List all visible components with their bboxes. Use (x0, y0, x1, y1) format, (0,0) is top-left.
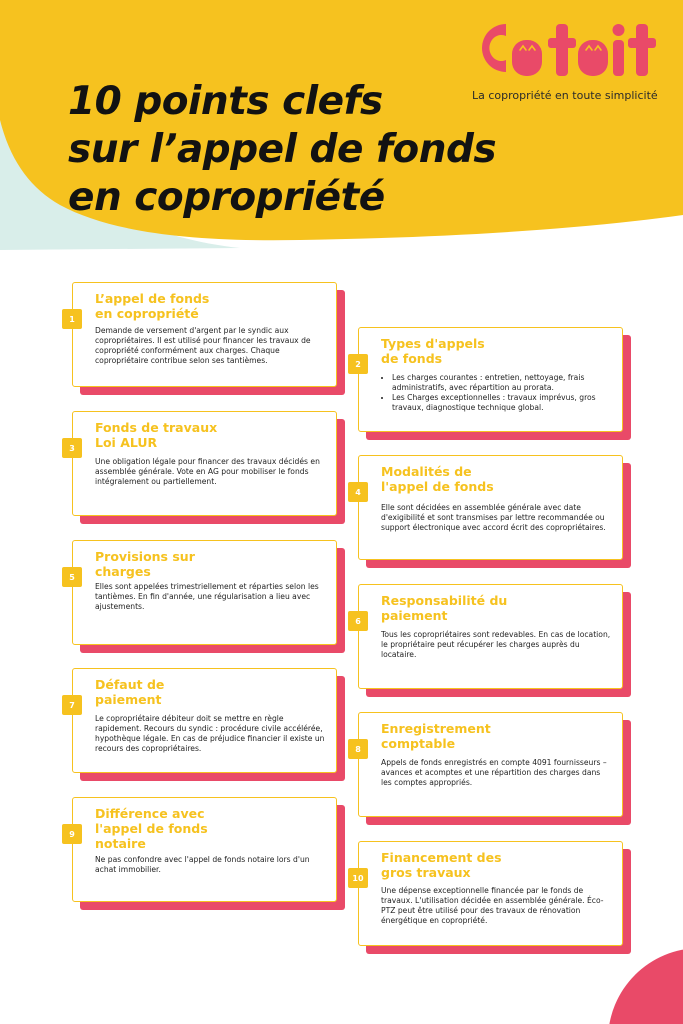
card-5 (69, 540, 337, 645)
card-title: Responsabilité du paiement (381, 593, 508, 623)
cotoit-logo (470, 10, 670, 86)
list-item: • Les charges courantes : entretien, nettoyage, frais administratifs, avec répartition au prorata. (392, 373, 611, 393)
card-title: Types d'appels de fonds (381, 336, 485, 366)
card-8 (355, 712, 623, 817)
card-title: Modalités de l'appel de fonds (381, 464, 494, 494)
card-9 (69, 797, 337, 902)
card-10 (352, 841, 623, 946)
brand-tagline: La copropriété en toute simplicité (472, 89, 658, 102)
title-line-1: 10 points clefs (68, 79, 383, 124)
card-title: Différence avec l'appel de fonds notaire (95, 806, 208, 851)
title-line-2: sur l’appel de fonds (68, 127, 497, 172)
card-bullet-list (381, 373, 611, 413)
card-number-badge: 8 (348, 739, 368, 759)
list-item: • Les Charges exceptionnelles : travaux imprévus, gros travaux, diagnostique technique global. (392, 393, 611, 413)
card-number-badge: 4 (348, 482, 368, 502)
card-text: Tous les copropriétaires sont redevables. En cas de location, le propriétaire peut récupérer les charges auprès du locataire. (381, 630, 611, 659)
card-number-badge: 10 (348, 868, 368, 888)
card-title: Provisions sur charges (95, 549, 195, 579)
card-text: Demande de versement d'argent par le syndic aux copropriétaires. Il est utilisé pour financer les travaux de copropriété conformément aux charges. Chaque copropriétaire contribue selon ses tantièmes. (95, 326, 311, 365)
card-3 (69, 411, 337, 516)
card-number-badge: 7 (62, 695, 82, 715)
page-title (68, 78, 496, 222)
card-6 (355, 584, 623, 689)
card-title: Fonds de travaux Loi ALUR (95, 420, 218, 450)
card-7 (69, 668, 337, 773)
card-title: Enregistrement comptable (381, 721, 491, 751)
card-number-badge: 5 (62, 567, 82, 587)
card-number-badge: 2 (348, 354, 368, 374)
card-number-badge: 6 (348, 611, 368, 631)
card-text: Le copropriétaire débiteur doit se mettre en règle rapidement. Recours du syndic : procédure civile accélérée, hypothèque légale. En cas de préjudice financier il existe un recours des copropriétaires. (95, 714, 325, 753)
card-number-badge: 3 (62, 438, 82, 458)
card-text: Appels de fonds enregistrés en compte 4091 fournisseurs – avances et acomptes et une répartition des charges dans les comptes appropriés. (381, 758, 607, 787)
card-text: Elle sont décidées en assemblée générale avec date d'exigibilité et sont transmises par lettre recommandée ou support électronique avec accord écrit des copropriétaires. (381, 503, 606, 532)
card-2 (355, 327, 623, 432)
card-text: Une dépense exceptionnelle financée par le fonds de travaux. L'utilisation décidée en assemblée générale. Éco-PTZ peut être utilisé pour des travaux de rénovation énergétique en copropriété. (381, 886, 604, 925)
card-text: Une obligation légale pour financer des travaux décidés en assemblée générale. Vote en AG pour mobiliser le fonds intégralement ou partiellement. (95, 457, 320, 486)
title-line-3: en copropriété (68, 175, 385, 220)
card-number-badge: 9 (62, 824, 82, 844)
card-title: Défaut de paiement (95, 677, 165, 707)
card-1 (69, 282, 337, 387)
card-title: Financement des gros travaux (381, 850, 502, 880)
card-4 (355, 455, 623, 560)
card-title: L’appel de fonds en copropriété (95, 291, 210, 321)
card-text: Ne pas confondre avec l'appel de fonds notaire lors d'un achat immobilier. (95, 855, 310, 874)
card-number-badge: 1 (62, 309, 82, 329)
card-text: Elles sont appelées trimestriellement et réparties selon les tantièmes. En fin d'année, une régularisation a lieu avec ajustements. (95, 582, 319, 611)
pink-corner-circle (608, 948, 683, 1024)
